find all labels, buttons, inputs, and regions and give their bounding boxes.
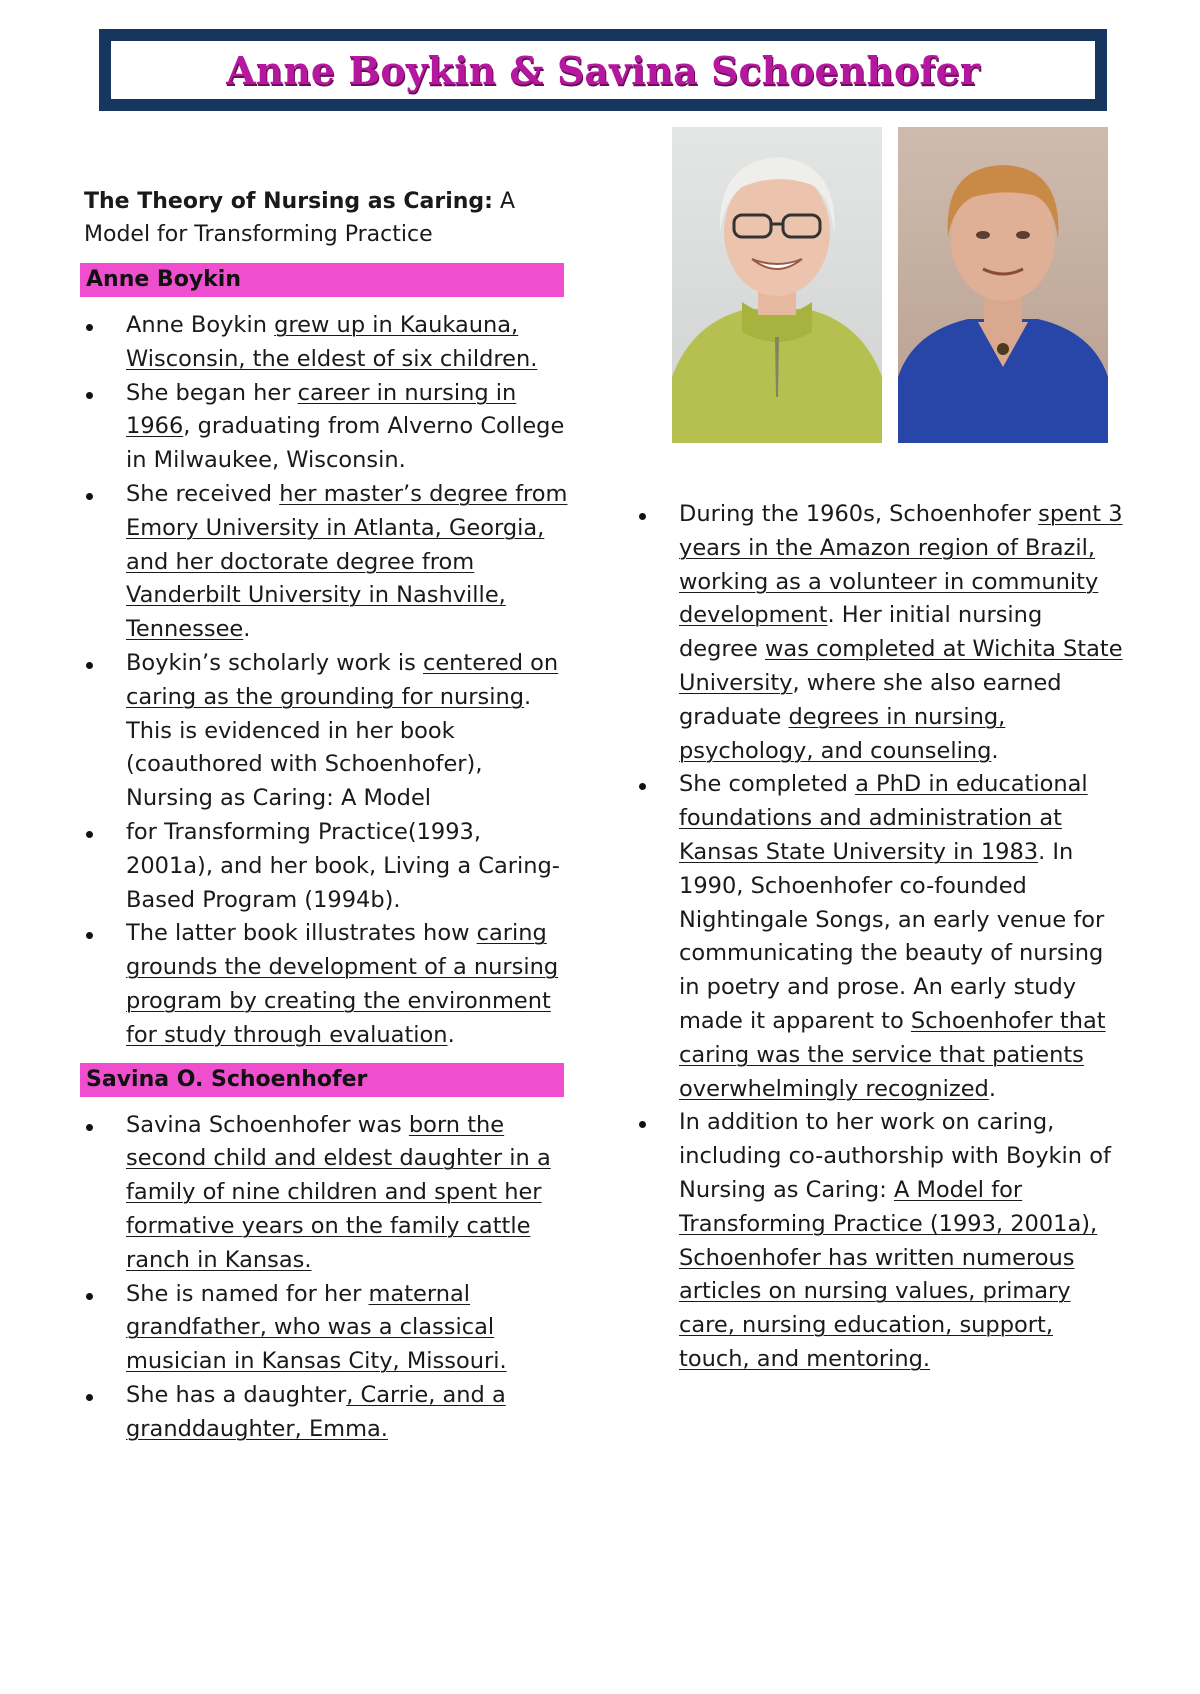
text: She completed xyxy=(679,771,856,798)
left-column xyxy=(80,185,570,1457)
title-banner xyxy=(99,29,1107,111)
list-item xyxy=(80,377,570,478)
boykin-bullets xyxy=(80,309,570,1053)
boykin-heading: Anne Boykin xyxy=(80,263,564,297)
boykin-photo xyxy=(672,127,882,443)
schoenhofer-photo xyxy=(898,127,1108,443)
text: She began her xyxy=(126,379,298,406)
underlined-text: Schoenhofer that caring was the service that patients overwhelmingly recognized xyxy=(679,1007,1106,1102)
text: The latter book illustrates how xyxy=(126,920,477,947)
text: . Her initial nursing degree xyxy=(679,602,1043,663)
underlined-text: born the second child and eldest daughter in a family of nine children and spent her formative years on the family cattle ranch in Kansas. xyxy=(126,1111,551,1273)
underlined-text: a PhD in educational foundations and administration at Kansas State University in 1983 xyxy=(679,771,1088,865)
underlined-text: grew up in Kaukauna, Wisconsin, the eldest of six children. xyxy=(126,312,538,372)
list-item xyxy=(80,816,570,917)
underlined-text: centered on caring as the grounding for nursing xyxy=(126,649,559,710)
schoenhofer-bullets xyxy=(80,1109,570,1447)
text: Savina Schoenhofer was xyxy=(126,1111,409,1138)
list-item xyxy=(80,647,570,816)
underlined-text: , Carrie, and a granddaughter, Emma. xyxy=(126,1381,506,1442)
text: . xyxy=(991,737,999,764)
schoenhofer-heading: Savina O. Schoenhofer xyxy=(80,1063,564,1097)
underlined-text: caring grounds the development of a nursing program by creating the environment for study through evaluation xyxy=(126,920,559,1048)
text: , graduating from Alverno College in Milwaukee, Wisconsin. xyxy=(126,413,565,474)
text: In addition to her work on caring, including co-authorship with Boykin of Nursing as Caring: xyxy=(679,1109,1111,1203)
schoenhofer-career-bullets xyxy=(633,498,1123,1377)
text: She is named for her xyxy=(126,1280,369,1307)
underlined-text: maternal grandfather, who was a classical musician in Kansas City, Missouri. xyxy=(126,1280,507,1375)
right-column xyxy=(633,498,1123,1387)
list-item xyxy=(80,917,570,1052)
text: for Transforming Practice(1993, 2001a), and her book, Living a Caring-Based Program (1994b). xyxy=(126,818,560,913)
text: . This is evidenced in her book (coauthored with Schoenhofer), Nursing as Caring: A Model xyxy=(126,683,532,812)
underlined-text: A Model for Transforming Practice (1993, 2001a), Schoenhofer has written numerous articles on nursing values, primary care, nursing education, support, touch, and mentoring. xyxy=(679,1176,1098,1372)
text: Anne Boykin xyxy=(126,312,275,338)
theory-subtitle: A Model for Transforming Practice xyxy=(84,189,516,247)
underlined-text: career in nursing in 1966 xyxy=(126,379,517,440)
text: She received xyxy=(126,480,280,507)
text: During the 1960s, Schoenhofer xyxy=(679,501,1039,527)
list-item xyxy=(633,768,1123,1106)
list-item xyxy=(80,1109,570,1278)
text: She has a daughter xyxy=(126,1381,347,1408)
list-item xyxy=(633,1106,1123,1376)
underlined-text: degrees in nursing, psychology, and counseling xyxy=(679,703,1006,764)
page-title: Anne Boykin & Savina Schoenhofer xyxy=(226,47,980,93)
text: . xyxy=(988,1075,996,1102)
list-item xyxy=(80,478,570,647)
text: , where she also earned graduate xyxy=(679,669,1062,730)
text: Boykin’s scholarly work is xyxy=(126,649,423,676)
text: . In 1990, Schoenhofer co-founded Nightingale Songs, an early venue for communicating the beauty of nursing in poetry and prose. An early study made it apparent to xyxy=(679,838,1105,1034)
list-item xyxy=(80,1278,570,1379)
theory-title: The Theory of Nursing as Caring: xyxy=(84,189,493,214)
underlined-text: spent 3 years in the Amazon region of Brazil, working as a volunteer in community development xyxy=(679,501,1123,629)
theory-heading xyxy=(84,185,570,251)
underlined-text: her master’s degree from Emory University in Atlanta, Georgia, and her doctorate degree from Vanderbilt University in Nashville, Tennessee xyxy=(126,480,568,643)
list-item xyxy=(633,498,1123,768)
list-item xyxy=(80,1379,570,1447)
text: . xyxy=(447,1021,455,1048)
photo-pair xyxy=(672,127,1110,443)
text: . xyxy=(243,616,251,643)
list-item xyxy=(80,309,570,377)
underlined-text: was completed at Wichita State University xyxy=(679,636,1123,696)
